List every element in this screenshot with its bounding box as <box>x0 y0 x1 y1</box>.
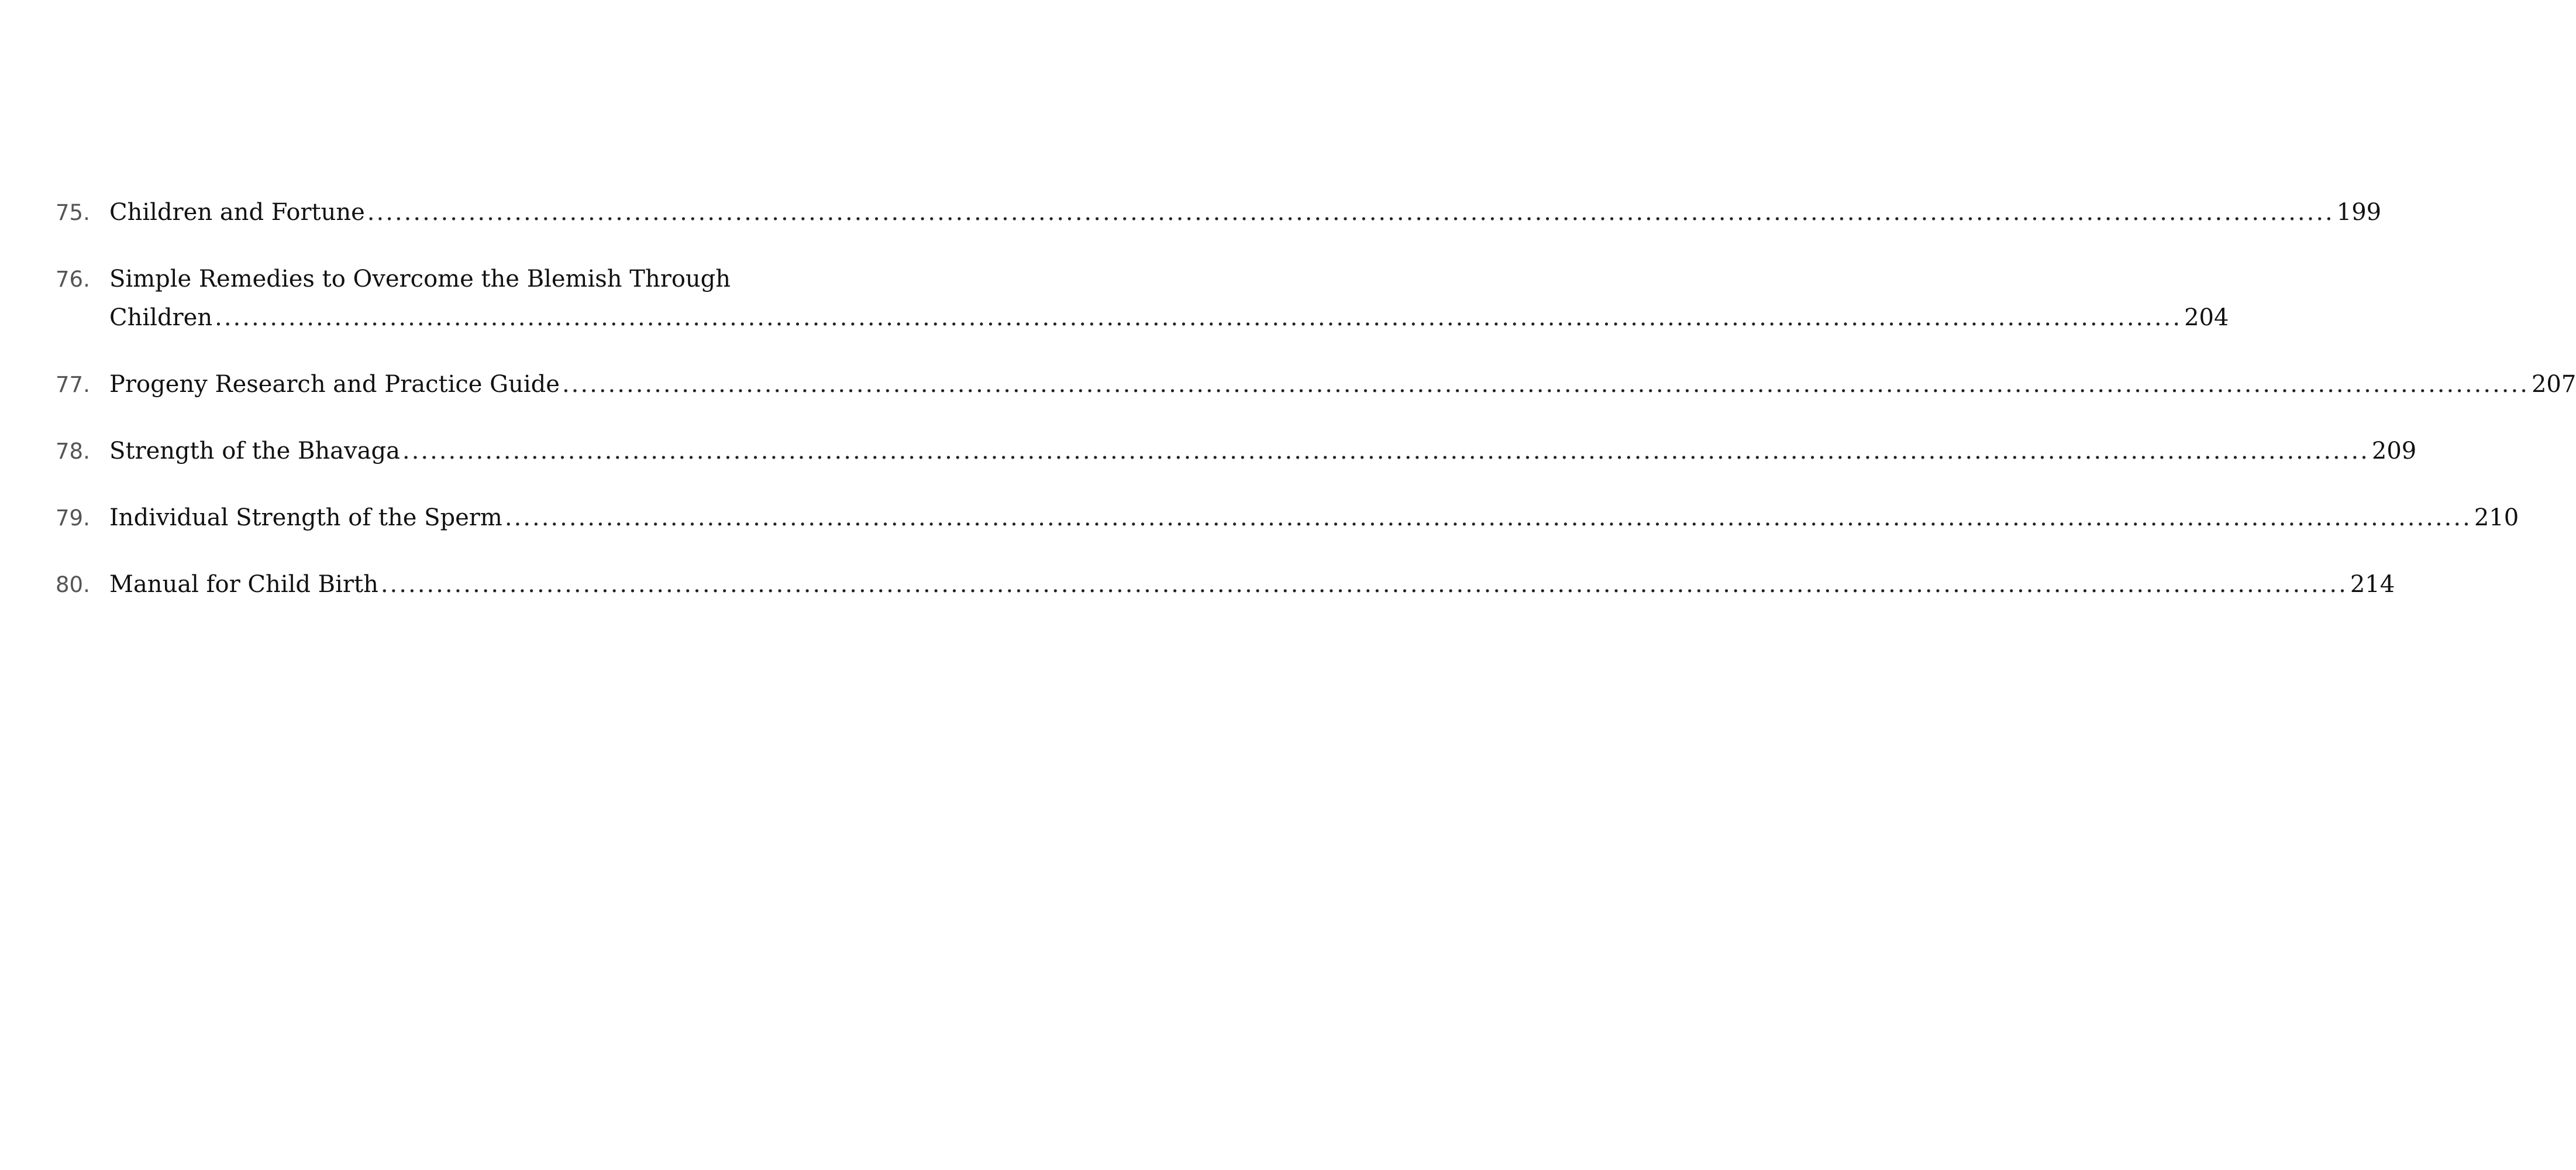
table-of-contents <box>56 193 2576 632</box>
entry-body <box>109 193 2381 232</box>
entry-line <box>109 565 2395 604</box>
toc-entry[interactable] <box>56 432 2417 470</box>
entry-line <box>109 432 2416 470</box>
chapter-number: 76. <box>56 267 90 292</box>
toc-entry[interactable] <box>56 565 2395 604</box>
chapter-title-line-1: Simple Remedies to Overcome the Blemish Through <box>109 266 731 292</box>
entry-body <box>109 365 2576 404</box>
chapter-number: 80. <box>56 572 90 597</box>
dot-leader <box>402 432 2370 470</box>
chapter-title: Children and Fortune <box>109 199 365 226</box>
page-number: 199 <box>2336 199 2382 226</box>
dot-leader <box>215 298 2182 337</box>
page-number: 214 <box>2350 571 2395 598</box>
chapter-title: Manual for Child Birth <box>109 571 378 598</box>
toc-entry[interactable] <box>56 365 2576 404</box>
entry-line <box>109 298 2229 337</box>
chapter-title-line-2: Children <box>109 304 213 331</box>
entry-body <box>109 498 2519 537</box>
page-number: 207 <box>2531 371 2576 398</box>
page-number: 204 <box>2184 304 2229 331</box>
chapter-number: 77. <box>56 372 90 397</box>
entry-line <box>109 193 2381 232</box>
dot-leader <box>505 498 2472 537</box>
page-number: 210 <box>2474 504 2519 531</box>
toc-entry[interactable] <box>56 260 2229 337</box>
chapter-title: Strength of the Bhavaga <box>109 438 400 464</box>
page-number: 209 <box>2371 438 2417 464</box>
chapter-number: 79. <box>56 505 90 531</box>
dot-leader <box>381 565 2348 604</box>
toc-entry[interactable] <box>56 498 2519 537</box>
dot-leader <box>562 365 2529 404</box>
entry-line <box>109 498 2519 537</box>
entry-body <box>109 565 2395 604</box>
toc-entry[interactable] <box>56 193 2382 232</box>
chapter-number: 75. <box>56 200 90 225</box>
entry-body <box>109 260 2229 337</box>
entry-line <box>109 365 2576 404</box>
entry-body <box>109 432 2416 470</box>
chapter-title: Progeny Research and Practice Guide <box>109 371 560 398</box>
chapter-number: 78. <box>56 439 90 464</box>
entry-line <box>109 260 2229 298</box>
chapter-title: Individual Strength of the Sperm <box>109 504 502 531</box>
dot-leader <box>367 193 2334 232</box>
